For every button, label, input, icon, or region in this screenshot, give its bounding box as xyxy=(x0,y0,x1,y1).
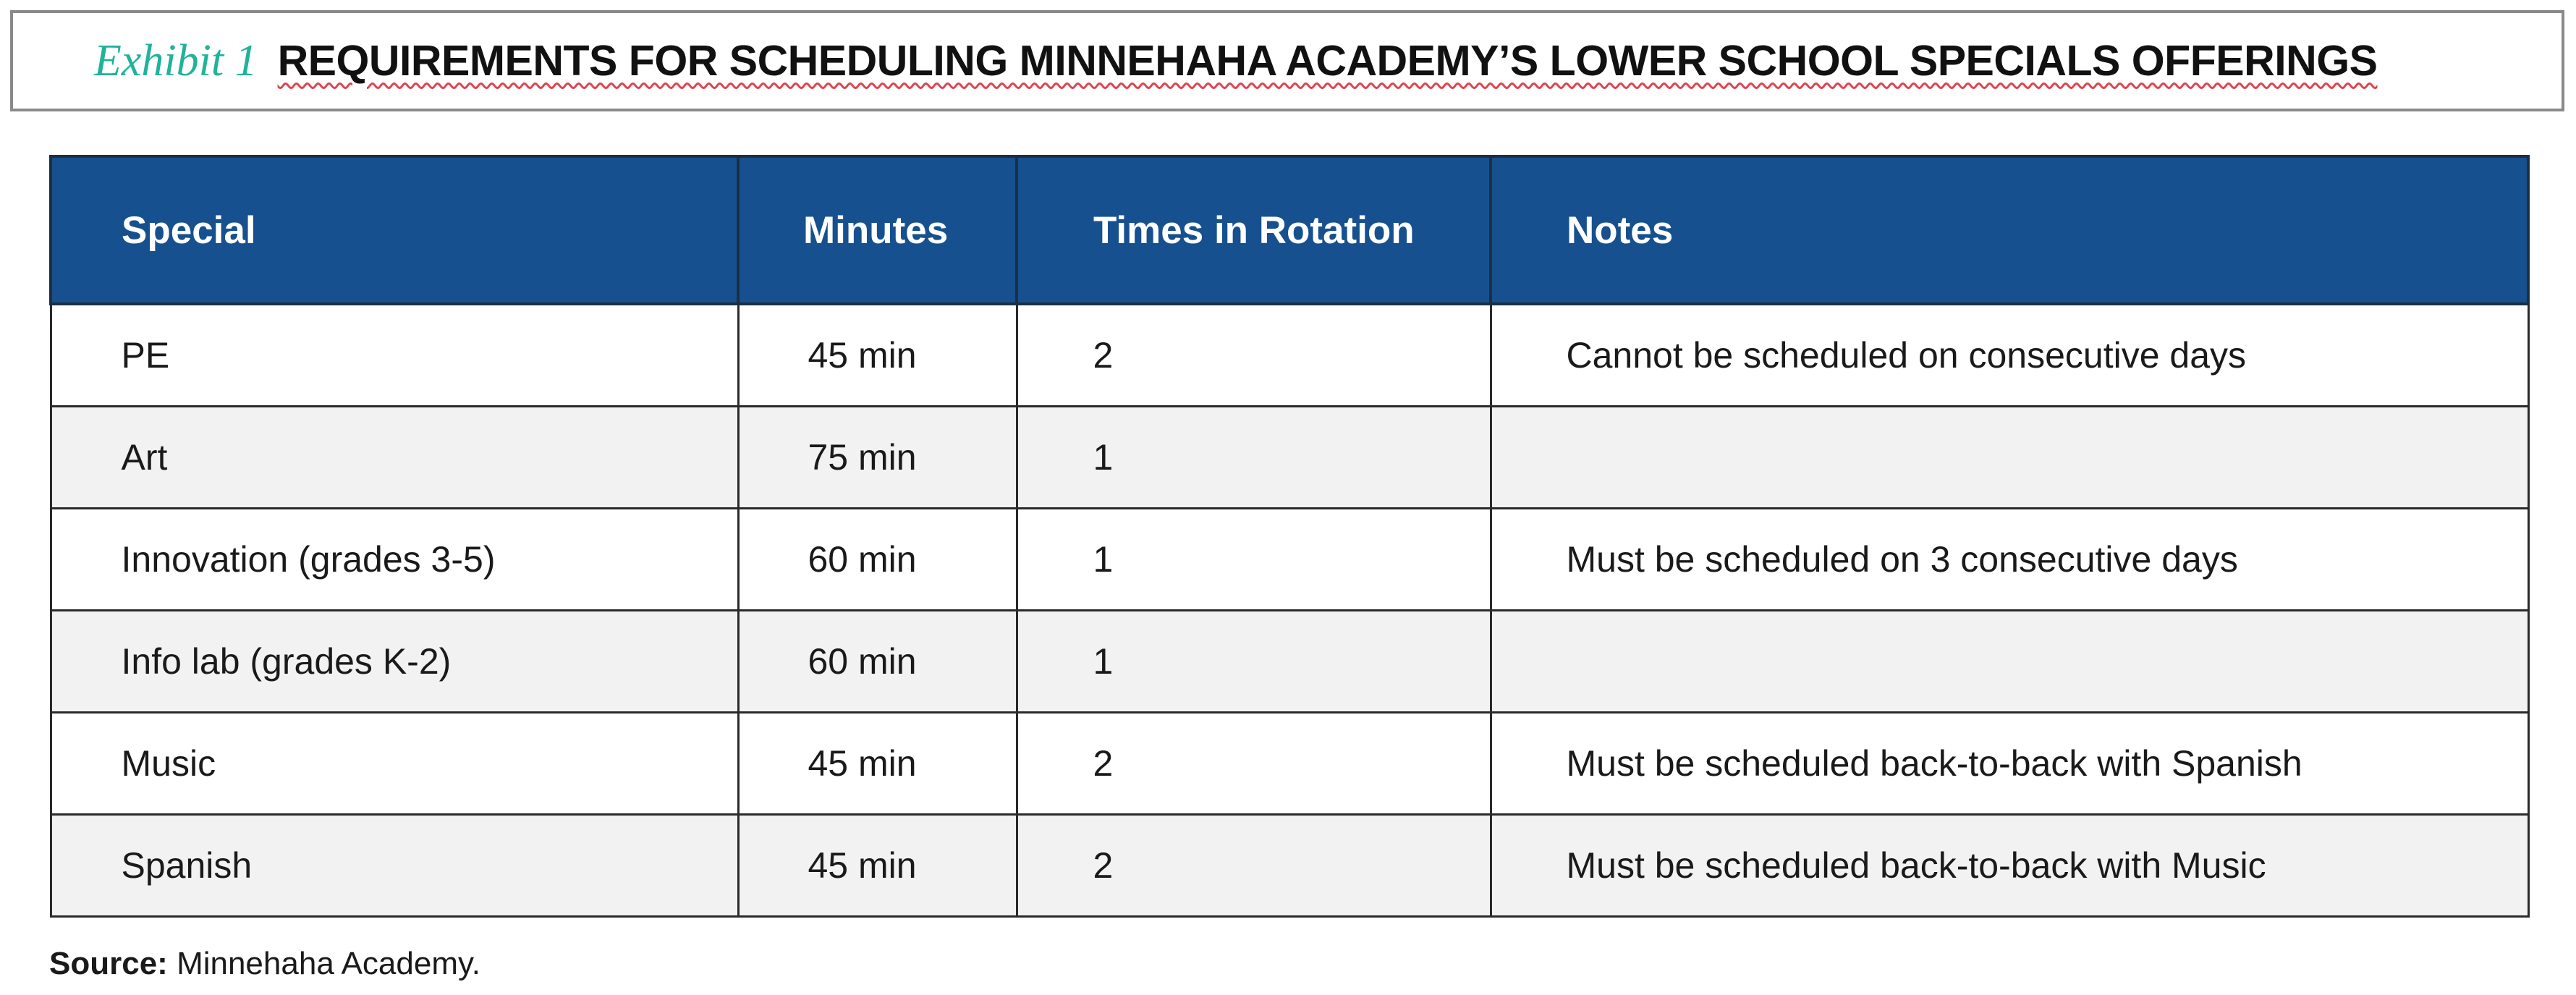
column-header-times-in-rotation: Times in Rotation xyxy=(1017,156,1491,304)
table-row xyxy=(51,304,2528,406)
table-row xyxy=(51,508,2528,610)
notes-cell xyxy=(1491,406,2528,508)
column-header-minutes: Minutes xyxy=(738,156,1017,304)
source-text: Minnehaha Academy. xyxy=(177,946,480,981)
table-row xyxy=(51,406,2528,508)
specials-requirements-table xyxy=(49,155,2530,918)
minutes-cell: 60 min xyxy=(738,610,1017,712)
table-row xyxy=(51,814,2528,916)
exhibit-title-box xyxy=(10,10,2564,111)
exhibit-title: REQUIREMENTS FOR SCHEDULING MINNEHAHA ACADEMY’S LOWER SCHOOL SPECIALS OFFERINGS xyxy=(277,37,2378,85)
times-cell: 2 xyxy=(1017,304,1491,406)
column-header-special: Special xyxy=(51,156,738,304)
notes-cell: Must be scheduled on 3 consecutive days xyxy=(1491,508,2528,610)
special-cell: Art xyxy=(51,406,738,508)
minutes-cell: 75 min xyxy=(738,406,1017,508)
minutes-cell: 60 min xyxy=(738,508,1017,610)
special-cell: Music xyxy=(51,712,738,814)
source-label: Source: xyxy=(49,946,168,981)
minutes-cell: 45 min xyxy=(738,814,1017,916)
table-row xyxy=(51,712,2528,814)
minutes-cell: 45 min xyxy=(738,304,1017,406)
notes-cell xyxy=(1491,610,2528,712)
times-cell: 2 xyxy=(1017,814,1491,916)
special-cell: Info lab (grades K-2) xyxy=(51,610,738,712)
exhibit-label: Exhibit 1 xyxy=(94,35,258,85)
times-cell: 2 xyxy=(1017,712,1491,814)
table-row xyxy=(51,610,2528,712)
notes-cell: Must be scheduled back-to-back with Music xyxy=(1491,814,2528,916)
times-cell: 1 xyxy=(1017,508,1491,610)
special-cell: Innovation (grades 3-5) xyxy=(51,508,738,610)
source-note xyxy=(49,946,480,982)
special-cell: PE xyxy=(51,304,738,406)
times-cell: 1 xyxy=(1017,406,1491,508)
table-header-row xyxy=(51,156,2528,304)
special-cell: Spanish xyxy=(51,814,738,916)
times-cell: 1 xyxy=(1017,610,1491,712)
minutes-cell: 45 min xyxy=(738,712,1017,814)
column-header-notes: Notes xyxy=(1491,156,2528,304)
notes-cell: Cannot be scheduled on consecutive days xyxy=(1491,304,2528,406)
notes-cell: Must be scheduled back-to-back with Spanish xyxy=(1491,712,2528,814)
